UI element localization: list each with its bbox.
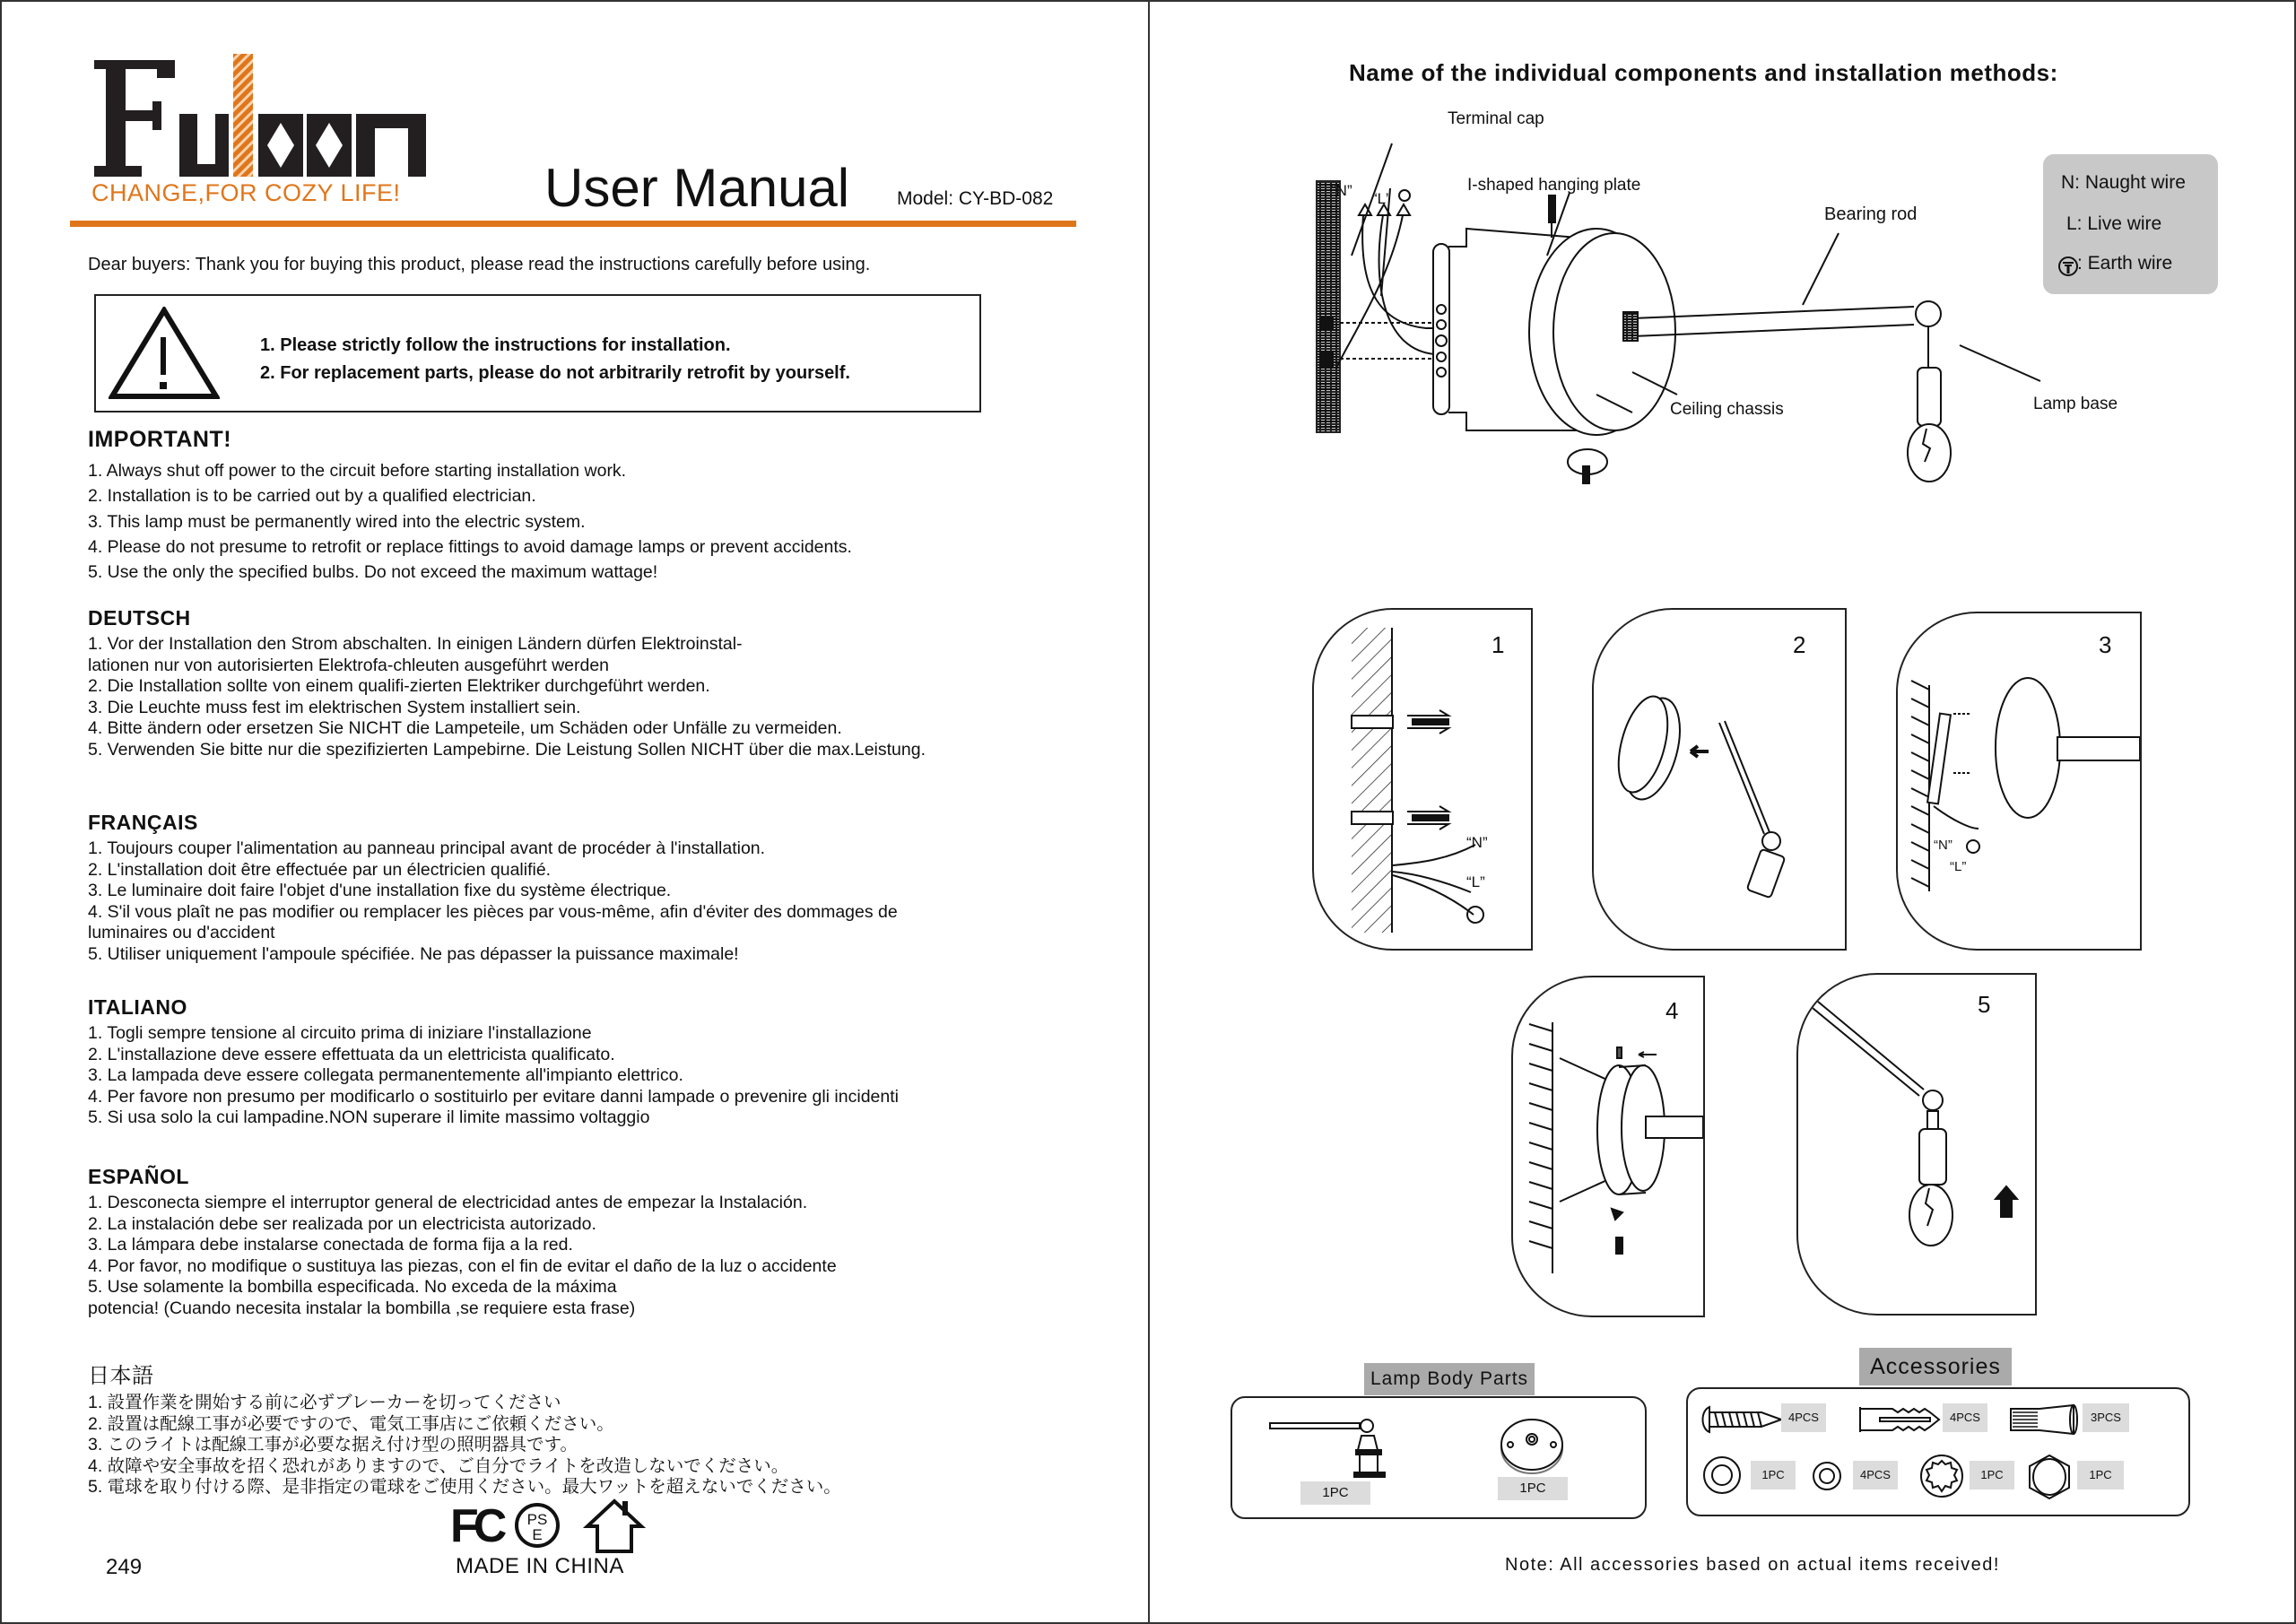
step-4-illustration	[1513, 977, 1703, 1316]
model-number: Model: CY-BD-082	[897, 188, 1054, 209]
section-important	[88, 427, 852, 585]
qty-badge: 4PCS	[1943, 1403, 1987, 1432]
qty-badge: 1PC	[1498, 1477, 1568, 1500]
lamp-base	[1918, 368, 1941, 426]
qty-badge: 3PCS	[2083, 1403, 2129, 1432]
accessories-note: Note: All accessories based on actual items received!	[1505, 1555, 2000, 1575]
lamp-base	[1919, 1129, 1946, 1185]
instruction-line: 5. Use the only the specified bulbs. Do not exceed the maximum wattage!	[88, 562, 658, 583]
instruction-line: 1. Always shut off power to the circuit before starting installation work.	[88, 461, 627, 481]
instruction-line: 2. 設置は配線工事が必要ですので、電気工事店にご依頼ください。	[88, 1413, 614, 1434]
legend-naught: N: Naught wire	[2061, 172, 2186, 193]
label-ceiling-chassis: Ceiling chassis	[1670, 400, 1784, 419]
large-washer-icon	[1702, 1455, 1742, 1495]
instruction-line: 2. L'installazione deve essere effettuata da un elettricista qualificato.	[88, 1044, 615, 1064]
step-3-wire-l: “L”	[1950, 859, 1967, 874]
brand-slogan: CHANGE,FOR COZY LIFE!	[91, 179, 401, 206]
section-heading: FRANÇAIS	[88, 811, 198, 834]
instruction-line: luminaires ou d'accident	[88, 923, 275, 943]
ceiling-chassis	[1996, 678, 2060, 818]
small-washer-icon	[1812, 1461, 1842, 1491]
page-number: 249	[106, 1555, 143, 1579]
instruction-line: 1. 設置作業を開始する前に必ずブレーカーを切ってください	[88, 1393, 561, 1412]
ceiling-chassis-icon	[1500, 1418, 1564, 1475]
intro-text: Dear buyers: Thank you for buying this product, please read the instructions carefully before using.	[88, 255, 871, 274]
screw-icon	[1699, 1403, 1783, 1436]
qty-badge: 4PCS	[1781, 1403, 1826, 1432]
instruction-line: 5. Verwenden Sie bitte nur die spezifizierten Lampebirne. Die Leistung Sollen NICHT über die max.Leistung.	[88, 739, 926, 760]
label-wire-n: “N”	[1331, 182, 1352, 199]
label-bearing-rod: Bearing rod	[1824, 204, 1918, 224]
instruction-line: 3. This lamp must be permanently wired into the electric system.	[88, 511, 586, 532]
label-hanging-plate: I-shaped hanging plate	[1467, 176, 1641, 195]
step-number: 2	[1793, 631, 1806, 658]
warning-box	[94, 294, 981, 413]
qty-badge: 1PC	[1751, 1461, 1796, 1489]
wall	[1317, 181, 1340, 432]
instruction-line: 5. Utiliser uniquement l'ampoule spécifiée. Ne pas dépasser la puissance maximale!	[88, 943, 739, 964]
label-lamp-base: Lamp base	[2033, 395, 2118, 413]
instruction-line: 5. 電球を取り付ける際、是非指定の電球をご使用ください。最大ワットを超えないでください。	[88, 1477, 841, 1498]
warning-line: 1. Please strictly follow the instructions for installation.	[260, 335, 731, 355]
section-francais	[88, 811, 898, 966]
instruction-line: 4. Por favor, no modifique o sustituya las piezas, con el fin de evitar el daño de la luz o accidente	[88, 1255, 837, 1276]
qty-badge: 1PC	[1970, 1461, 2014, 1489]
instruction-line: 1. Vor der Installation den Strom abschalten. In einigen Ländern dürfen Elektroinstal-	[88, 634, 743, 654]
wall-anchor-icon	[1407, 806, 1448, 829]
legend-live: L: Live wire	[2066, 213, 2162, 234]
warning-line: 2. For replacement parts, please do not arbitrarily retrofit by yourself.	[260, 363, 850, 383]
step-4-panel	[1511, 976, 1705, 1317]
qty-badge: 1PC	[2077, 1461, 2124, 1489]
step-number: 4	[1665, 997, 1679, 1024]
accessories-title: Accessories	[1859, 1348, 2012, 1385]
instruction-line: 3. Le luminaire doit faire l'objet d'une installation fixe du système électrique.	[88, 881, 672, 901]
label-wire-l: “L”	[1372, 190, 1391, 207]
pse-mark-text: PSE	[526, 1511, 548, 1543]
brand-logo	[90, 49, 430, 184]
page-divider	[1148, 0, 1150, 1624]
section-heading: DEUTSCH	[88, 606, 191, 630]
i-shaped-hanging-plate	[1927, 714, 1951, 804]
earth-wire-icon	[2057, 256, 2079, 277]
instruction-line: 2. L'installation doit être effectuée par un électricien qualifié.	[88, 859, 552, 880]
instruction-line: 4. Please do not presume to retrofit or replace fittings to avoid damage lamps or prevent accidents.	[88, 536, 852, 557]
wire-connector-icon	[2009, 1402, 2081, 1437]
label-terminal-cap: Terminal cap	[1448, 109, 1544, 128]
instruction-line: 1. Desconecta siempre el interruptor general de electricidad antes de empezar la Instalación.	[88, 1193, 808, 1212]
step-5-illustration	[1798, 975, 2035, 1314]
accessories-box	[1686, 1387, 2190, 1516]
section-heading: 日本語	[88, 1364, 154, 1388]
wall-anchor-icon	[1407, 710, 1448, 734]
instruction-line: 1. Toujours couper l'alimentation au panneau principal avant de procéder à l'installation.	[88, 838, 766, 858]
instruction-line: 4. 故障や安全事故を招く恐れがありますので、ご自分でライトを改造しないでください。	[88, 1455, 789, 1476]
section-italiano	[88, 995, 899, 1129]
warning-triangle-icon	[109, 307, 220, 401]
earth-wire-icon	[1467, 907, 1483, 923]
section-deutsch	[88, 606, 926, 761]
instruction-line: lationen nur von autorisierten Elektrofa-chleuten ausgeführt werden	[88, 655, 610, 675]
instruction-line: 3. このライトは配線工事が必要な据え付け型の照明器具です。	[88, 1435, 578, 1455]
instruction-line: 3. La lampada deve essere collegata permanentemente all'impianto elettrico.	[88, 1065, 683, 1086]
instruction-line: 2. Die Installation sollte von einem qualifi-zierten Elektriker durchgeführt werden.	[88, 676, 710, 697]
section-espanol	[88, 1165, 837, 1320]
step-1-wire-l: “L”	[1466, 873, 1485, 890]
wire-legend	[2043, 154, 2218, 294]
step-3-wire-n: “N”	[1934, 838, 1952, 853]
instruction-line: 5. Si usa solo la cui lampadine.NON superare il limite massimo voltaggio	[88, 1107, 650, 1128]
document-title: User Manual	[544, 158, 850, 218]
instruction-line: 4. S'il vous plaît ne pas modifier ou remplacer les pièces par vous-même, afin d'éviter des dommages de	[88, 901, 898, 922]
instruction-line: 1. Togli sempre tensione al circuito prima di iniziare l'installazione	[88, 1023, 592, 1043]
step-5-panel	[1796, 973, 2037, 1316]
earth-wire-icon	[1967, 840, 1979, 853]
section-japanese	[88, 1358, 841, 1498]
indoor-use-house-icon	[448, 1496, 655, 1555]
step-3-illustration	[1898, 613, 2140, 949]
legend-earth: : Earth wire	[2077, 253, 2173, 274]
fcc-mark: FC	[450, 1500, 502, 1552]
made-in-label: MADE IN CHINA	[456, 1554, 624, 1578]
lamp-body-parts-title: Lamp Body Parts	[1364, 1363, 1535, 1395]
instruction-line: 4. Bitte ändern oder ersetzen Sie NICHT die Lampeteile, um Schäden oder Unfälle zu vermeiden.	[88, 718, 842, 739]
instruction-line: 5. Use solamente la bombilla especificada. No exceda de la máxima	[88, 1277, 617, 1298]
components-title: Name of the individual components and installation methods:	[1349, 59, 2058, 86]
arm-with-lamp-holder-icon	[1268, 1416, 1403, 1483]
instruction-line: 4. Per favore non presumo per modificarlo o sostituirlo per evitare danni lampade o prevenire gli incidenti	[88, 1086, 899, 1107]
arrow-up-icon	[1996, 1186, 2017, 1217]
step-number: 5	[1978, 991, 1991, 1018]
qty-badge: 4PCS	[1853, 1461, 1898, 1489]
section-heading: ITALIANO	[88, 995, 187, 1019]
step-1-wire-n: “N”	[1466, 834, 1488, 851]
wall-anchor-icon	[1857, 1405, 1943, 1434]
step-1-panel	[1312, 608, 1533, 951]
step-1-illustration	[1314, 610, 1531, 949]
instruction-line: 3. Die Leuchte muss fest im elektrischen System installiert sein.	[88, 697, 581, 717]
step-2-panel	[1592, 608, 1847, 951]
step-3-panel	[1896, 612, 2142, 951]
hex-nut-icon	[2027, 1454, 2072, 1500]
instruction-line: potencia! (Cuando necesita instalar la bombilla ,se requiere esta frase)	[88, 1298, 636, 1318]
lock-washer-icon	[1919, 1454, 1964, 1498]
section-heading: ESPAÑOL	[88, 1165, 189, 1188]
header-rule	[70, 221, 1076, 227]
instruction-line: 2. La instalación debe ser realizada por un electricista autorizado.	[88, 1213, 596, 1234]
instruction-line: 3. La lámpara debe instalarse conectada de forma fija a la red.	[88, 1235, 573, 1255]
step-number: 1	[1492, 631, 1505, 658]
qty-badge: 1PC	[1300, 1481, 1370, 1505]
section-heading: IMPORTANT!	[88, 427, 232, 452]
step-2-illustration	[1594, 610, 1845, 949]
step-number: 3	[2099, 631, 2112, 658]
instruction-line: 2. Installation is to be carried out by a qualified electrician.	[88, 486, 536, 507]
arrow-left-icon	[1691, 746, 1709, 757]
lamp-body-parts-box	[1231, 1396, 1647, 1519]
